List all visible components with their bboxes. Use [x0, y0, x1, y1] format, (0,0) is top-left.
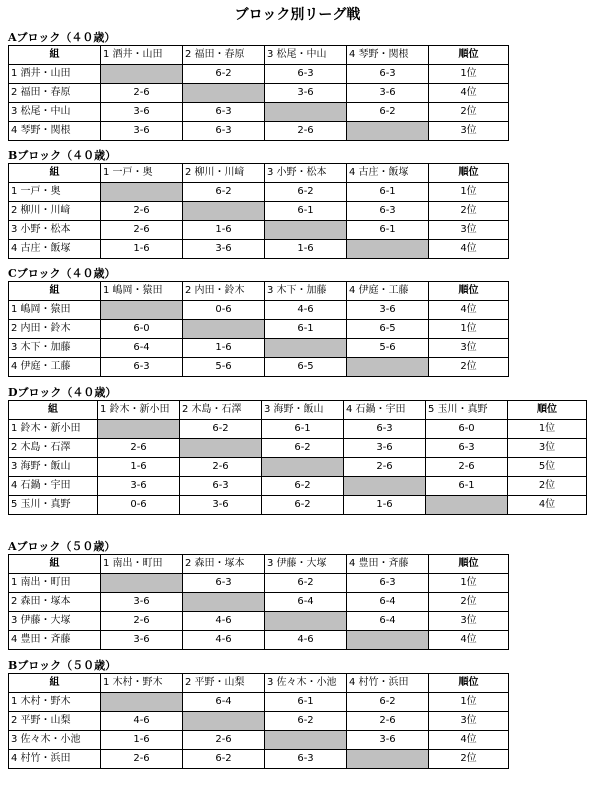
table-row [9, 477, 587, 496]
team-column-header: 1 嶋岡・猿田 [101, 282, 183, 301]
team-row-name: 5 玉川・真野 [9, 496, 98, 515]
rank-cell: 1位 [508, 420, 587, 439]
score-cell: 3-6 [101, 103, 183, 122]
score-cell: 0-6 [183, 301, 265, 320]
rank-header: 順位 [508, 401, 587, 420]
rank-cell: 1位 [429, 183, 509, 202]
score-cell: 0-6 [98, 496, 180, 515]
table-row [9, 420, 587, 439]
score-cell: 3-6 [180, 496, 262, 515]
score-cell: 2-6 [426, 458, 508, 477]
rank-cell: 2位 [429, 358, 509, 377]
score-cell: 6-4 [347, 593, 429, 612]
score-cell: 1-6 [183, 339, 265, 358]
score-cell: 6-1 [347, 183, 429, 202]
team-row-name: 4 琴野・関根 [9, 122, 101, 141]
score-cell: 4-6 [265, 301, 347, 320]
score-cell: 6-3 [265, 65, 347, 84]
score-cell: 1-6 [183, 221, 265, 240]
rank-header: 順位 [429, 674, 509, 693]
self-match-cell [265, 731, 347, 750]
table-row [9, 612, 509, 631]
score-cell: 6-2 [262, 439, 344, 458]
league-table [8, 163, 509, 259]
table-row [9, 750, 509, 769]
rank-cell: 1位 [429, 574, 509, 593]
table-row [9, 731, 509, 750]
self-match-cell [183, 712, 265, 731]
table-row [9, 103, 509, 122]
table-row [9, 358, 509, 377]
score-cell: 6-2 [262, 477, 344, 496]
team-row-name: 4 石鍋・宇田 [9, 477, 98, 496]
league-block [8, 30, 509, 141]
rank-cell: 4位 [429, 84, 509, 103]
score-cell: 2-6 [265, 122, 347, 141]
score-cell: 4-6 [183, 612, 265, 631]
score-cell: 3-6 [344, 439, 426, 458]
header-row [9, 401, 587, 420]
score-cell: 3-6 [265, 84, 347, 103]
table-row [9, 712, 509, 731]
league-block [8, 539, 509, 650]
header-row [9, 46, 509, 65]
team-row-name: 4 豊田・斉藤 [9, 631, 101, 650]
self-match-cell [265, 339, 347, 358]
team-row-name: 1 鈴木・新小田 [9, 420, 98, 439]
score-cell: 6-2 [183, 750, 265, 769]
score-cell: 4-6 [265, 631, 347, 650]
score-cell: 3-6 [347, 301, 429, 320]
score-cell: 6-4 [101, 339, 183, 358]
score-cell: 4-6 [101, 712, 183, 731]
self-match-cell [183, 320, 265, 339]
score-cell: 6-3 [183, 122, 265, 141]
team-column-header: 1 鈴木・新小田 [98, 401, 180, 420]
table-row [9, 301, 509, 320]
score-cell: 2-6 [180, 458, 262, 477]
score-cell: 2-6 [101, 202, 183, 221]
page-title: ブロック別リーグ戦 [234, 7, 361, 23]
team-row-name: 4 伊庭・工藤 [9, 358, 101, 377]
team-row-name: 2 木島・石澤 [9, 439, 98, 458]
score-cell: 2-6 [101, 84, 183, 103]
team-column-header: 1 一戸・奥 [101, 164, 183, 183]
team-column-header: 4 古庄・飯塚 [347, 164, 429, 183]
team-row-name: 3 海野・飯山 [9, 458, 98, 477]
score-cell: 3-6 [183, 240, 265, 259]
table-row [9, 593, 509, 612]
rank-cell: 2位 [429, 202, 509, 221]
score-cell: 6-2 [262, 496, 344, 515]
table-row [9, 574, 509, 593]
block-title: Aブロック（４０歳） [8, 31, 116, 44]
score-cell: 6-3 [426, 439, 508, 458]
score-cell: 2-6 [344, 458, 426, 477]
table-row [9, 631, 509, 650]
rank-header: 順位 [429, 164, 509, 183]
team-column-header: 2 平野・山梨 [183, 674, 265, 693]
team-column-header: 2 森田・塚本 [183, 555, 265, 574]
rank-cell: 3位 [429, 612, 509, 631]
score-cell: 2-6 [101, 612, 183, 631]
team-row-name: 3 木下・加藤 [9, 339, 101, 358]
score-cell: 6-4 [347, 612, 429, 631]
self-match-cell [265, 221, 347, 240]
score-cell: 3-6 [98, 477, 180, 496]
rank-cell: 4位 [429, 631, 509, 650]
score-cell: 6-0 [101, 320, 183, 339]
team-column-header: 5 玉川・真野 [426, 401, 508, 420]
table-row [9, 65, 509, 84]
self-match-cell [265, 103, 347, 122]
team-column-header: 4 村竹・浜田 [347, 674, 429, 693]
self-match-cell [101, 183, 183, 202]
self-match-cell [101, 693, 183, 712]
score-cell: 6-1 [426, 477, 508, 496]
table-row [9, 221, 509, 240]
rank-cell: 2位 [429, 750, 509, 769]
self-match-cell [347, 122, 429, 141]
table-row [9, 183, 509, 202]
self-match-cell [98, 420, 180, 439]
self-match-cell [101, 301, 183, 320]
score-cell: 1-6 [101, 731, 183, 750]
team-column-header: 4 豊田・斉藤 [347, 555, 429, 574]
score-cell: 3-6 [101, 593, 183, 612]
team-row-name: 3 小野・松本 [9, 221, 101, 240]
self-match-cell [183, 84, 265, 103]
team-column-header: 2 内田・鈴木 [183, 282, 265, 301]
score-cell: 6-2 [265, 574, 347, 593]
score-cell: 6-2 [347, 103, 429, 122]
league-table [8, 554, 509, 650]
score-cell: 6-5 [265, 358, 347, 377]
score-cell: 6-1 [265, 693, 347, 712]
table-row [9, 693, 509, 712]
team-column-header: 4 伊庭・工藤 [347, 282, 429, 301]
score-cell: 2-6 [183, 731, 265, 750]
league-block [8, 385, 587, 515]
team-row-name: 2 柳川・川﨑 [9, 202, 101, 221]
rank-cell: 1位 [429, 320, 509, 339]
self-match-cell [183, 202, 265, 221]
team-row-name: 1 嶋岡・猿田 [9, 301, 101, 320]
self-match-cell [344, 477, 426, 496]
score-cell: 1-6 [265, 240, 347, 259]
header-row [9, 674, 509, 693]
rank-cell: 4位 [508, 496, 587, 515]
score-cell: 6-3 [180, 477, 262, 496]
rank-cell: 4位 [429, 731, 509, 750]
rank-cell: 1位 [429, 65, 509, 84]
team-column-header: 2 福田・春原 [183, 46, 265, 65]
score-cell: 6-3 [347, 65, 429, 84]
team-column-header: 2 柳川・川﨑 [183, 164, 265, 183]
score-cell: 2-6 [101, 221, 183, 240]
team-column-header: 4 琴野・関根 [347, 46, 429, 65]
score-cell: 6-1 [265, 202, 347, 221]
rank-cell: 3位 [508, 439, 587, 458]
block-title: Dブロック（４０歳） [8, 386, 117, 399]
score-cell: 6-3 [183, 574, 265, 593]
corner-header: 組 [9, 164, 101, 183]
team-column-header: 2 木島・石澤 [180, 401, 262, 420]
table-row [9, 320, 509, 339]
team-row-name: 1 一戸・奥 [9, 183, 101, 202]
score-cell: 2-6 [98, 439, 180, 458]
score-cell: 6-5 [347, 320, 429, 339]
team-column-header: 4 石鍋・宇田 [344, 401, 426, 420]
score-cell: 6-1 [265, 320, 347, 339]
team-row-name: 2 福田・春原 [9, 84, 101, 103]
rank-cell: 1位 [429, 693, 509, 712]
self-match-cell [347, 631, 429, 650]
team-column-header: 3 伊藤・大塚 [265, 555, 347, 574]
team-row-name: 4 村竹・浜田 [9, 750, 101, 769]
score-cell: 6-3 [183, 103, 265, 122]
self-match-cell [265, 612, 347, 631]
corner-header: 組 [9, 674, 101, 693]
team-column-header: 3 木下・加藤 [265, 282, 347, 301]
team-row-name: 2 内田・鈴木 [9, 320, 101, 339]
self-match-cell [183, 593, 265, 612]
score-cell: 6-2 [180, 420, 262, 439]
team-column-header: 3 海野・飯山 [262, 401, 344, 420]
self-match-cell [262, 458, 344, 477]
score-cell: 3-6 [347, 731, 429, 750]
header-row [9, 282, 509, 301]
team-row-name: 1 酒井・山田 [9, 65, 101, 84]
league-block [8, 266, 509, 377]
rank-cell: 4位 [429, 301, 509, 320]
score-cell: 6-0 [426, 420, 508, 439]
score-cell: 6-1 [347, 221, 429, 240]
self-match-cell [101, 574, 183, 593]
corner-header: 組 [9, 555, 101, 574]
score-cell: 5-6 [183, 358, 265, 377]
self-match-cell [347, 240, 429, 259]
corner-header: 組 [9, 401, 98, 420]
block-title: Bブロック（４０歳） [8, 149, 117, 162]
block-title: Bブロック（５０歳） [8, 659, 117, 672]
self-match-cell [347, 358, 429, 377]
corner-header: 組 [9, 46, 101, 65]
table-row [9, 496, 587, 515]
rank-cell: 2位 [429, 103, 509, 122]
score-cell: 1-6 [344, 496, 426, 515]
rank-cell: 3位 [429, 122, 509, 141]
rank-header: 順位 [429, 282, 509, 301]
team-row-name: 1 木村・野木 [9, 693, 101, 712]
rank-cell: 3位 [429, 339, 509, 358]
score-cell: 6-3 [101, 358, 183, 377]
score-cell: 6-2 [183, 183, 265, 202]
score-cell: 6-3 [344, 420, 426, 439]
score-cell: 6-3 [265, 750, 347, 769]
score-cell: 1-6 [101, 240, 183, 259]
table-row [9, 458, 587, 477]
rank-cell: 3位 [429, 712, 509, 731]
score-cell: 6-2 [347, 693, 429, 712]
score-cell: 6-2 [183, 65, 265, 84]
corner-header: 組 [9, 282, 101, 301]
score-cell: 6-3 [347, 574, 429, 593]
rank-header: 順位 [429, 46, 509, 65]
rank-cell: 5位 [508, 458, 587, 477]
rank-header: 順位 [429, 555, 509, 574]
score-cell: 3-6 [347, 84, 429, 103]
score-cell: 4-6 [183, 631, 265, 650]
score-cell: 6-3 [347, 202, 429, 221]
league-block [8, 148, 509, 259]
team-column-header: 3 松尾・中山 [265, 46, 347, 65]
table-row [9, 122, 509, 141]
self-match-cell [347, 750, 429, 769]
league-table [8, 281, 509, 377]
self-match-cell [426, 496, 508, 515]
score-cell: 6-4 [183, 693, 265, 712]
team-column-header: 1 酒井・山田 [101, 46, 183, 65]
score-cell: 6-1 [262, 420, 344, 439]
league-table [8, 400, 587, 515]
score-cell: 1-6 [98, 458, 180, 477]
score-cell: 3-6 [101, 631, 183, 650]
team-row-name: 4 古庄・飯塚 [9, 240, 101, 259]
rank-cell: 2位 [429, 593, 509, 612]
league-table [8, 673, 509, 769]
header-row [9, 164, 509, 183]
rank-cell: 3位 [429, 221, 509, 240]
team-column-header: 1 南出・町田 [101, 555, 183, 574]
score-cell: 3-6 [101, 122, 183, 141]
score-cell: 2-6 [101, 750, 183, 769]
score-cell: 5-6 [347, 339, 429, 358]
team-row-name: 1 南出・町田 [9, 574, 101, 593]
table-row [9, 84, 509, 103]
team-column-header: 1 木村・野木 [101, 674, 183, 693]
team-row-name: 3 伊藤・大塚 [9, 612, 101, 631]
rank-cell: 4位 [429, 240, 509, 259]
team-row-name: 3 松尾・中山 [9, 103, 101, 122]
score-cell: 2-6 [347, 712, 429, 731]
table-row [9, 439, 587, 458]
rank-cell: 2位 [508, 477, 587, 496]
score-cell: 6-4 [265, 593, 347, 612]
score-cell: 6-2 [265, 712, 347, 731]
team-column-header: 3 小野・松本 [265, 164, 347, 183]
block-title: Aブロック（５０歳） [8, 540, 116, 553]
self-match-cell [101, 65, 183, 84]
league-table [8, 45, 509, 141]
self-match-cell [180, 439, 262, 458]
team-row-name: 3 佐々木・小池 [9, 731, 101, 750]
team-row-name: 2 平野・山梨 [9, 712, 101, 731]
table-row [9, 240, 509, 259]
team-row-name: 2 森田・塚本 [9, 593, 101, 612]
block-title: Cブロック（４０歳） [8, 267, 116, 280]
score-cell: 6-2 [265, 183, 347, 202]
header-row [9, 555, 509, 574]
team-column-header: 3 佐々木・小池 [265, 674, 347, 693]
league-block [8, 658, 509, 769]
table-row [9, 202, 509, 221]
table-row [9, 339, 509, 358]
